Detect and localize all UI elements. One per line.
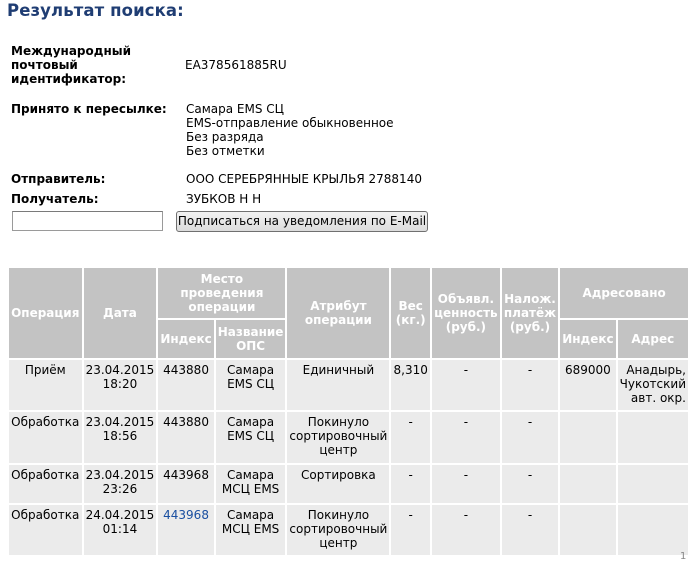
cell-index: 443968	[158, 465, 213, 503]
cell-ops-name	[216, 412, 286, 463]
col-addr-index: Индекс	[560, 320, 615, 358]
tracking-id-label-line1: Международный	[11, 44, 131, 58]
table-row	[9, 505, 688, 555]
recipient-row	[11, 192, 451, 206]
col-cod: Налож. платёж (руб.)	[502, 268, 558, 358]
col-weight: Вес (кг.)	[391, 268, 430, 358]
email-field[interactable]	[12, 211, 163, 231]
tracking-id-label-line2: почтовый идентификатор:	[11, 58, 127, 86]
cell-declared: -	[432, 465, 500, 503]
cell-addr	[618, 412, 688, 463]
col-attribute: Атрибут операции	[287, 268, 389, 358]
cell-addr	[618, 465, 688, 503]
table-row	[9, 360, 688, 410]
cell-addr-index: 689000	[560, 360, 615, 410]
accepted-line: Без разряда	[186, 130, 264, 144]
col-operation: Операция	[9, 268, 82, 358]
cell-date-time: 01:14	[102, 522, 138, 536]
ops-name-line2: МСЦ EMS	[221, 522, 280, 536]
cell-weight: -	[391, 412, 430, 463]
ops-name-line1: Самара	[227, 508, 275, 522]
cell-date	[84, 505, 157, 555]
cell-index: 443880	[158, 412, 213, 463]
cell-ops-name	[216, 360, 286, 410]
recipient-value: ЗУБКОВ Н Н	[186, 192, 262, 206]
tracking-id-label	[11, 44, 186, 86]
cell-cod: -	[502, 412, 558, 463]
cell-date	[84, 412, 157, 463]
col-addr: Адрес	[618, 320, 688, 358]
cell-operation: Приём	[9, 360, 82, 410]
accepted-line: Без отметки	[186, 144, 265, 158]
sender-label: Отправитель:	[11, 172, 106, 186]
accepted-label: Принято к пересылке:	[11, 102, 167, 116]
cell-addr: Анадырь, Чукотский авт. окр.	[618, 360, 688, 410]
cell-declared: -	[432, 505, 500, 555]
ops-name-line2: EMS СЦ	[227, 377, 275, 391]
table-row	[9, 412, 688, 463]
cell-date-day: 24.04.2015	[85, 508, 155, 522]
ops-name-line1: Самара	[227, 363, 275, 377]
cell-weight: -	[391, 505, 430, 555]
cell-attribute: Сортировка	[287, 465, 389, 503]
cell-addr-index	[560, 412, 615, 463]
accepted-value	[186, 102, 394, 158]
cell-cod: -	[502, 505, 558, 555]
cell-attribute: Покинуло сортировочный центр	[287, 412, 389, 463]
table-row	[9, 465, 688, 503]
shipment-info	[11, 44, 451, 206]
cell-weight: 8,310	[391, 360, 430, 410]
tracking-id-row	[11, 44, 451, 86]
accepted-line: EMS-отправление обыкновенное	[186, 116, 394, 130]
cell-operation: Обработка	[9, 412, 82, 463]
cell-ops-name	[216, 505, 286, 555]
cell-addr	[618, 505, 688, 555]
corner-mark: 1	[680, 551, 687, 562]
cell-date-day: 23.04.2015	[85, 415, 155, 429]
cell-declared: -	[432, 412, 500, 463]
cell-date-day: 23.04.2015	[85, 468, 155, 482]
cell-cod: -	[502, 360, 558, 410]
sender-row	[11, 172, 451, 186]
page-title: Результат поиска:	[7, 1, 184, 20]
subscribe-button[interactable]: Подписаться на уведомления по E-Mail	[176, 211, 428, 232]
cell-index[interactable]	[158, 505, 213, 555]
cell-date-time: 18:20	[102, 377, 138, 391]
cell-attribute: Покинуло сортировочный центр	[287, 505, 389, 555]
cell-operation: Обработка	[9, 465, 82, 503]
cell-date-day: 23.04.2015	[85, 363, 155, 377]
col-date: Дата	[84, 268, 157, 358]
cell-date	[84, 465, 157, 503]
ops-name-line2: EMS СЦ	[227, 429, 275, 443]
ops-name-line1: Самара	[227, 415, 275, 429]
cell-ops-name	[216, 465, 286, 503]
operations-table	[7, 266, 690, 557]
sender-value: ООО СЕРЕБРЯННЫЕ КРЫЛЬЯ 2788140	[186, 172, 422, 186]
cell-weight: -	[391, 465, 430, 503]
cell-date-time: 18:56	[102, 429, 138, 443]
cell-addr-index	[560, 465, 615, 503]
ops-name-line2: МСЦ EMS	[221, 482, 280, 496]
cell-date-time: 23:26	[102, 482, 138, 496]
recipient-label: Получатель:	[11, 192, 99, 206]
index-link[interactable]: 443968	[163, 508, 209, 522]
col-place-name: Название ОПС	[216, 320, 286, 358]
accepted-line: Самара EMS СЦ	[186, 102, 284, 116]
col-place-index: Индекс	[158, 320, 213, 358]
ops-name-line1: Самара	[227, 468, 275, 482]
cell-index: 443880	[158, 360, 213, 410]
accepted-row	[11, 102, 451, 158]
cell-cod: -	[502, 465, 558, 503]
tracking-id-value: EA378561885RU	[185, 58, 287, 72]
cell-addr-index	[560, 505, 615, 555]
col-addressed: Адресовано	[560, 268, 688, 318]
col-place: Место проведения операции	[158, 268, 285, 318]
cell-attribute: Единичный	[287, 360, 389, 410]
cell-operation: Обработка	[9, 505, 82, 555]
cell-declared: -	[432, 360, 500, 410]
cell-date	[84, 360, 157, 410]
col-declared-value: Объявл. ценность (руб.)	[432, 268, 500, 358]
